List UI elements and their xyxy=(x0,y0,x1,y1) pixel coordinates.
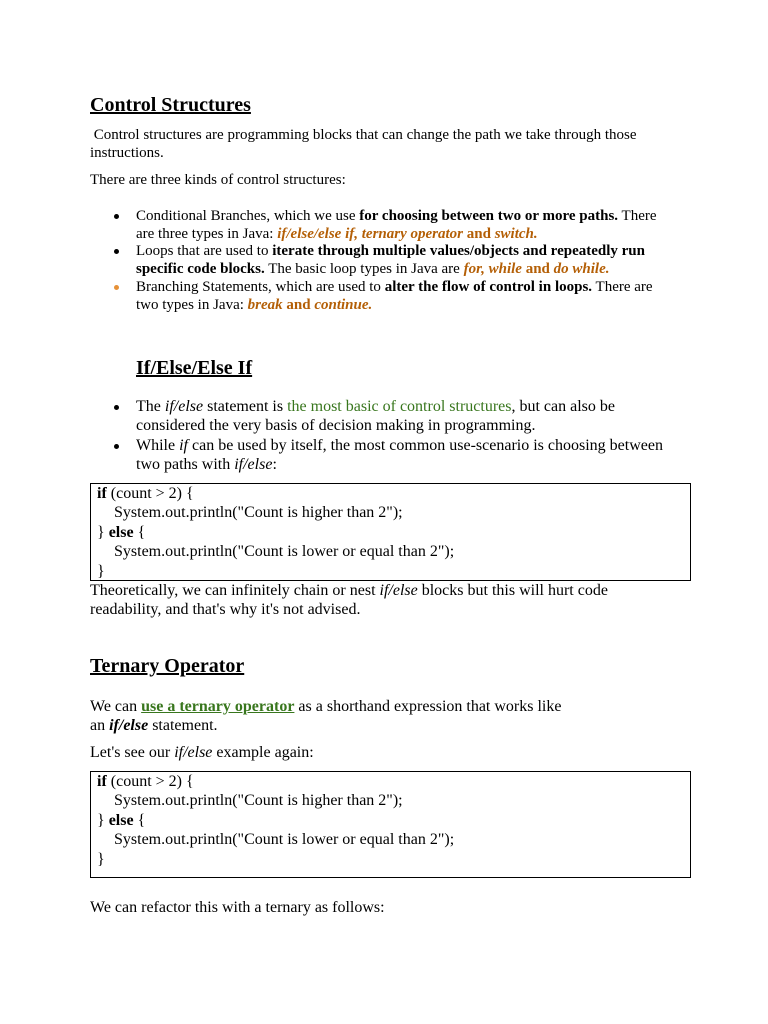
ternary-paragraph-line1 xyxy=(90,697,561,716)
keyword-continue: continue xyxy=(314,297,369,313)
keyword-for: for xyxy=(463,261,482,277)
keyword-period: . xyxy=(533,226,538,242)
bold-text: iterate through multiple values/objects and repeatedly run xyxy=(272,243,645,259)
heading-control-structures: Control Structures xyxy=(90,94,251,116)
text: The xyxy=(136,398,165,415)
code-line xyxy=(97,772,690,791)
keyword-and: and xyxy=(463,226,495,242)
code-block-if-else xyxy=(90,483,691,581)
code-keyword: if xyxy=(97,773,107,790)
keyword-period: . xyxy=(368,297,373,313)
text: Let's see our xyxy=(90,744,175,761)
if-else-bullet1-line2: considered the very basis of decision making in programming. xyxy=(136,417,536,434)
code-block-if-else-repeat xyxy=(90,771,691,878)
code-line: System.out.println("Count is lower or equal than 2"); xyxy=(114,543,455,561)
code-line: System.out.println("Count is lower or equal than 2"); xyxy=(114,831,455,849)
text: Branching Statements, which are used to xyxy=(136,279,385,295)
code-text: } xyxy=(97,811,109,829)
keyword-switch: switch xyxy=(494,226,534,242)
bullet-loops-line2 xyxy=(136,260,609,278)
text: , but can also be xyxy=(511,398,615,415)
green-highlight-text: the most basic of control structures xyxy=(287,398,512,415)
ternary-operator-link[interactable]: use a ternary operator xyxy=(141,698,295,715)
text: can be used by itself, the most common use-scenario is choosing between xyxy=(187,437,663,454)
keyword-ternary: ternary operator xyxy=(361,226,464,242)
if-else-bullet2-line2 xyxy=(136,455,277,474)
code-text: (count > 2) { xyxy=(106,485,194,502)
text: statement is xyxy=(203,398,288,415)
keyword-if-else: if/else/else if xyxy=(277,226,355,242)
bold-text: for choosing between two or more paths. xyxy=(359,208,619,224)
bullet-conditional-line1 xyxy=(136,207,657,225)
code-text: { xyxy=(133,523,146,541)
code-keyword: else xyxy=(108,523,134,541)
heading-if-else: If/Else/Else If xyxy=(136,357,253,379)
refactor-paragraph: We can refactor this with a ternary as follows: xyxy=(90,899,385,916)
code-text: (count > 2) { xyxy=(106,773,194,790)
code-line: System.out.println("Count is higher than 2"); xyxy=(114,792,403,810)
code-line: } xyxy=(97,850,105,868)
keyword-sep: , xyxy=(481,261,489,277)
bullet-branching-line1 xyxy=(136,278,653,296)
text: While xyxy=(136,437,180,454)
text: Theoretically, we can infinitely chain or nest xyxy=(90,582,380,599)
bold-text: alter the flow of control in loops. xyxy=(384,279,593,295)
keyword-sep: , xyxy=(354,226,362,242)
bullet-branching-line2 xyxy=(136,296,372,314)
bullet-dot xyxy=(114,249,119,254)
after-code-line2: readability, and that's why it's not advised. xyxy=(90,601,361,618)
keyword-and: and xyxy=(521,261,554,277)
if-else-bullet1-line1 xyxy=(136,397,615,416)
bullet-conditional-line2 xyxy=(136,225,538,243)
bullet-dot xyxy=(114,405,119,410)
code-keyword: else xyxy=(108,811,134,829)
text: as a shorthand expression that works like xyxy=(294,698,562,715)
text: : xyxy=(272,456,277,473)
text: The basic loop types in Java are xyxy=(264,261,464,277)
text: We can xyxy=(90,698,142,715)
if-else-bullet2-line1 xyxy=(136,436,663,455)
kinds-paragraph: There are three kinds of control structures: xyxy=(90,172,346,188)
bullet-dot xyxy=(114,285,119,290)
text: statement. xyxy=(148,717,218,734)
keyword-period: . xyxy=(605,261,610,277)
code-line: } xyxy=(97,562,105,580)
keyword-do-while: do while xyxy=(553,261,606,277)
text: example again: xyxy=(212,744,314,761)
code-line: System.out.println("Count is higher than 2"); xyxy=(114,504,403,522)
intro-paragraph-cont: instructions. xyxy=(90,145,164,161)
after-code-line1 xyxy=(90,581,608,600)
bold-text: specific code blocks. xyxy=(136,261,265,277)
text: There xyxy=(618,208,657,224)
text: There are xyxy=(592,279,653,295)
italic-if: if xyxy=(179,437,188,454)
keyword-and: and xyxy=(282,297,315,313)
lets-see-paragraph xyxy=(90,743,314,762)
bold-italic-if-else: if/else xyxy=(109,717,149,734)
code-line xyxy=(97,811,690,830)
text: two types in Java: xyxy=(136,297,248,313)
code-line xyxy=(97,523,690,542)
text: are three types in Java: xyxy=(136,226,278,242)
text: Loops that are used to xyxy=(136,243,273,259)
italic-if-else: if/else xyxy=(174,744,213,761)
bullet-dot xyxy=(114,214,119,219)
bullet-loops-line1 xyxy=(136,242,645,260)
text: Conditional Branches, which we use xyxy=(136,208,360,224)
intro-paragraph xyxy=(90,126,637,144)
bullet-dot xyxy=(114,444,119,449)
italic-if-else: if/else xyxy=(379,582,418,599)
heading-ternary-operator: Ternary Operator xyxy=(90,655,245,677)
code-keyword: if xyxy=(97,485,107,502)
code-text: { xyxy=(133,811,146,829)
text: blocks but this will hurt code xyxy=(417,582,608,599)
keyword-while: while xyxy=(488,261,522,277)
keyword-break: break xyxy=(247,297,283,313)
text: two paths with xyxy=(136,456,235,473)
code-text: } xyxy=(97,523,109,541)
code-line xyxy=(97,484,690,503)
ternary-paragraph-line2 xyxy=(90,716,218,735)
italic-if-else: if/else xyxy=(234,456,273,473)
text: an xyxy=(90,717,110,734)
italic-if-else: if/else xyxy=(164,398,204,415)
intro-text: Control structures are programming blocks that can change the path we take through those xyxy=(93,127,637,143)
